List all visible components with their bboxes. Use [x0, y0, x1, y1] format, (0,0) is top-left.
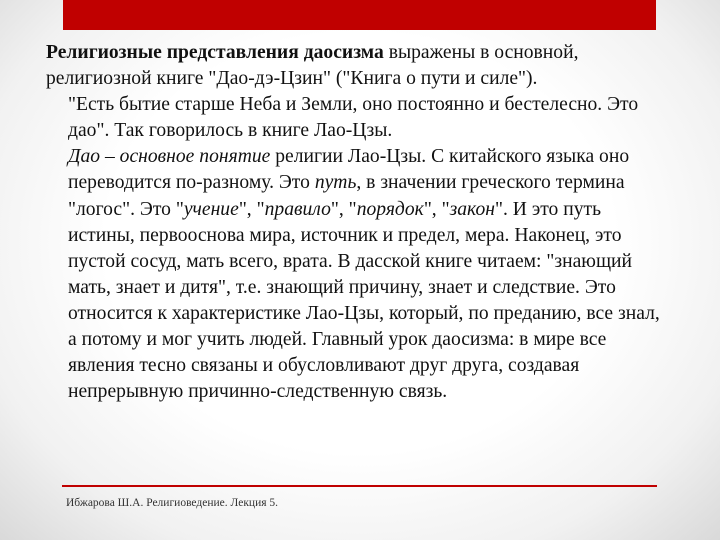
term-law-italic: закон — [449, 198, 495, 220]
paragraph-3 — [46, 144, 660, 405]
paragraph-3-text-4: ", " — [330, 198, 357, 220]
term-rule-italic: правило — [264, 198, 331, 220]
top-accent-bar — [63, 0, 656, 30]
tao-definition-italic: Дао – основное понятие — [68, 146, 271, 168]
paragraph-3-text-6: ". И это путь истины, первооснова мира, источник и предел, мера. Наконец, это пустой сосуд, мать всего, врата. В дасской книге читаем: "знающий мать, знает и дитя", т.е. знающий причину, знает и следствие. Это относится к характеристике Лао-Цзы, который, по преданию, все знал, а потому и мог учить людей. Главный урок даосизма: в мире все явления тесно связаны и обусловливают друг друга, создавая непрерывную причинно-следственную связь. — [68, 198, 660, 403]
term-path-italic: путь — [314, 172, 357, 194]
slide-body — [46, 40, 660, 405]
footer-caption: Ибжарова Ш.А. Религиоведение. Лекция 5. — [66, 497, 279, 509]
paragraph-1-bold-lead: Религиозные представления даосизма — [46, 42, 384, 63]
term-order-italic: порядок — [356, 198, 424, 220]
paragraph-3-text-1: религии Лао-Цзы. С китайского языка оно переводится по-разному. Это — [68, 146, 630, 194]
paragraph-1 — [46, 40, 660, 92]
term-teaching-italic: учение — [183, 198, 239, 220]
paragraph-2 — [46, 92, 660, 144]
paragraph-3-text-5: ", " — [423, 198, 450, 220]
paragraph-3-text-3: ", " — [238, 198, 265, 220]
paragraph-1-text: выражены в основной, религиозной книге "Дао-дэ-Цзин" ("Книга о пути и силе"). — [46, 42, 579, 90]
paragraph-3-text-2: , в значении греческого термина "логос". Это " — [68, 172, 625, 220]
footer-divider — [62, 485, 657, 487]
paragraph-2-text: "Есть бытие старше Неба и Земли, оно постоянно и бестелесно. Это дао". Так говорилось в книге Лао-Цзы. — [68, 94, 639, 142]
